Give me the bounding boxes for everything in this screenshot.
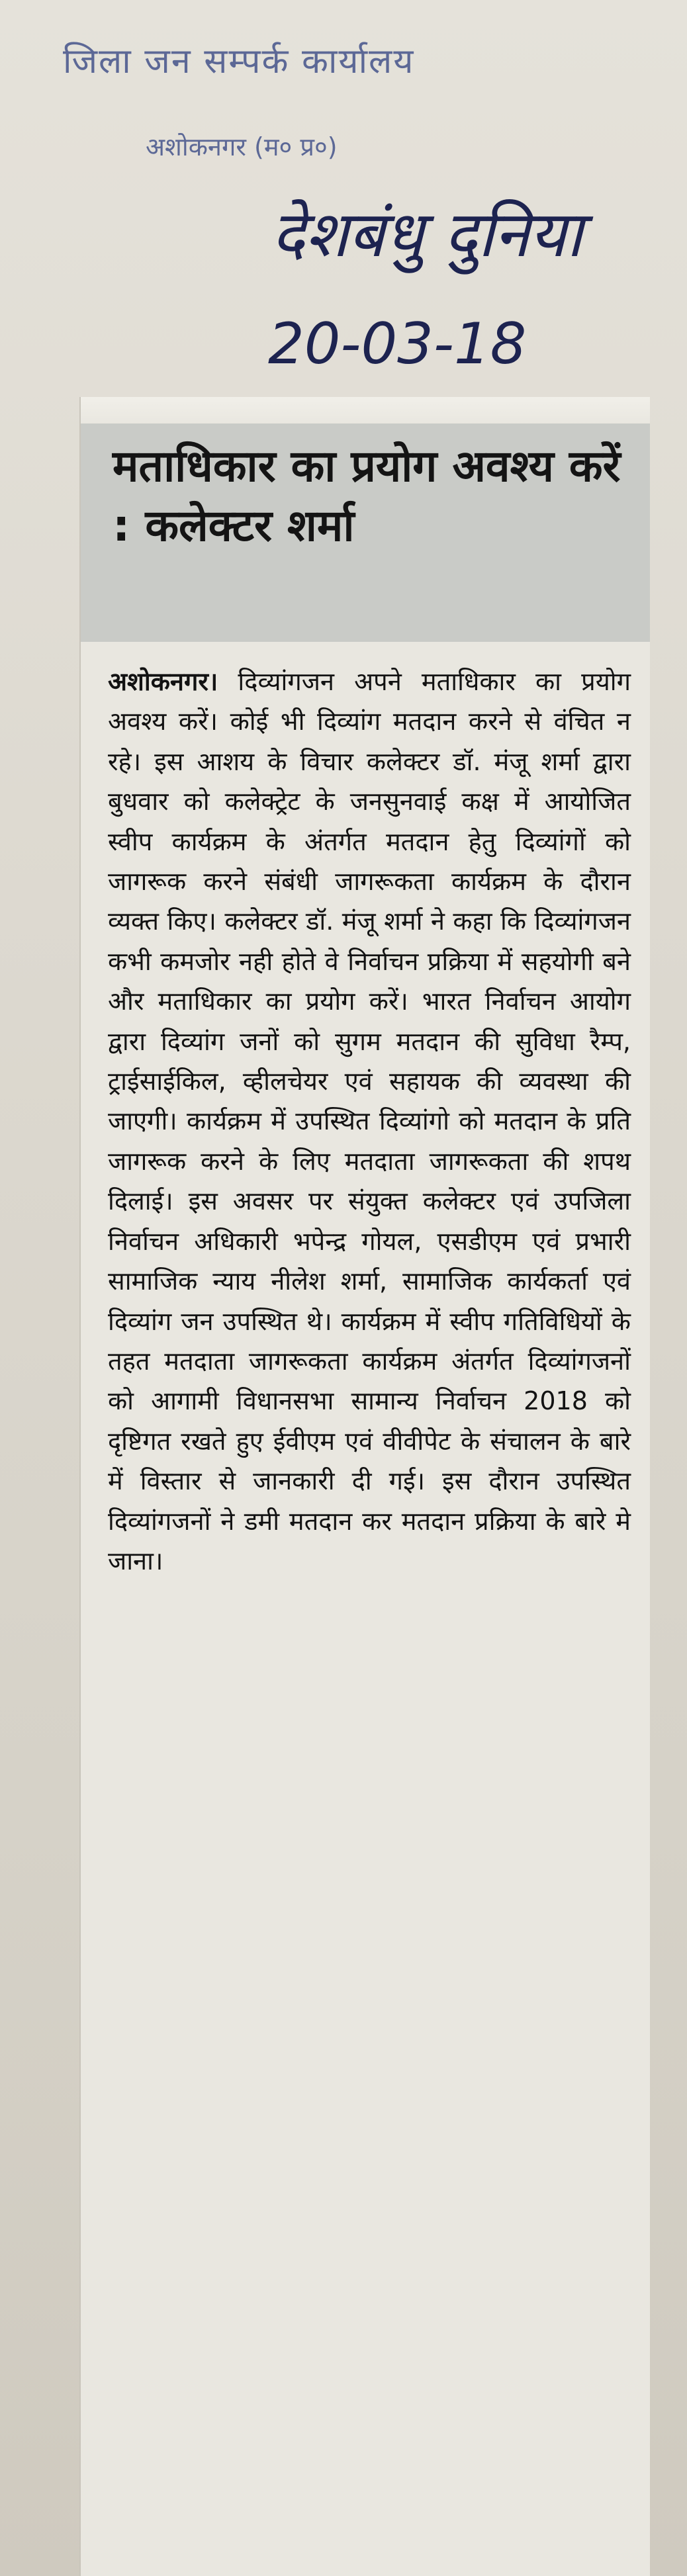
handwritten-newspaper-name: देशबंधु दुनिया bbox=[271, 197, 583, 271]
article-dateline: अशोकनगर। bbox=[108, 667, 218, 696]
article-text: दिव्यांगजन अपने मताधिकार का प्रयोग अवश्य करें। कोई भी दिव्यांग मतदान करने से वंचित न रहे। इस आशय के विचार कलेक्टर डॉ. मंजू शर्मा द्वारा बुधवार को कलेक्ट्रेट के जनसुनवाई कक्ष में आयोजित स्वीप कार्यक्रम के अंतर्गत मतदान हेतु दिव्यांगों को जागरूक करने संबंधी जागरूकता कार्यक्रम के दौरान व्यक्त किए। कलेक्टर डॉ. मंजू शर्मा ने कहा कि दिव्यांगजन कभी कमजोर नही होते वे निर्वाचन प्रक्रिया में सहयोगी बने और मताधिकार का प्रयोग करें। भारत निर्वाचन आयोग द्वारा दिव्यांग जनों को सुगम मतदान की सुविधा रैम्प, ट्राईसाईकिल, व्हीलचेयर एवं सहायक की व्यवस्था की जाएगी। कार्यक्रम में उपस्थित दिव्यांगो को मतदान के प्रति जागरूक करने के लिए मतदाता जागरूकता की शपथ दिलाई। इस अवसर पर संयुक्त कलेक्टर एवं उपजिला निर्वाचन अधिकारी भपेन्द्र गोयल, एसडीएम एवं प्रभारी सामाजिक न्याय नीलेश शर्मा, सामाजिक कार्यकर्ता एवं दिव्यांग जन उपस्थित थे। कार्यक्रम में स्वीप गतिविधियों के तहत मतदाता जागरूकता कार्यक्रम अंतर्गत दिव्यांगजनों को आगामी विधानसभा सामान्य निर्वाचन 2018 को दृष्टिगत रखते हुए ईवीएम एवं वीवीपेट के संचालन के बारे में विस्तार से जानकारी दी गई। इस दौरान उपस्थित दिव्यांगजनों ने डमी मतदान कर मतदान प्रक्रिया के बारे मे जाना। bbox=[108, 667, 631, 1576]
handwritten-date: 20-03-18 bbox=[268, 311, 527, 377]
article-body bbox=[108, 662, 631, 1581]
clipping-torn-edge bbox=[81, 397, 650, 423]
article-headline: मताधिकार का प्रयोग अवश्य करें : कलेक्टर शर्मा bbox=[113, 441, 621, 551]
office-stamp-place: अशोकनगर (म० प्र०) bbox=[146, 132, 338, 161]
office-stamp-title: जिला जन सम्पर्क कार्यालय bbox=[63, 42, 415, 81]
